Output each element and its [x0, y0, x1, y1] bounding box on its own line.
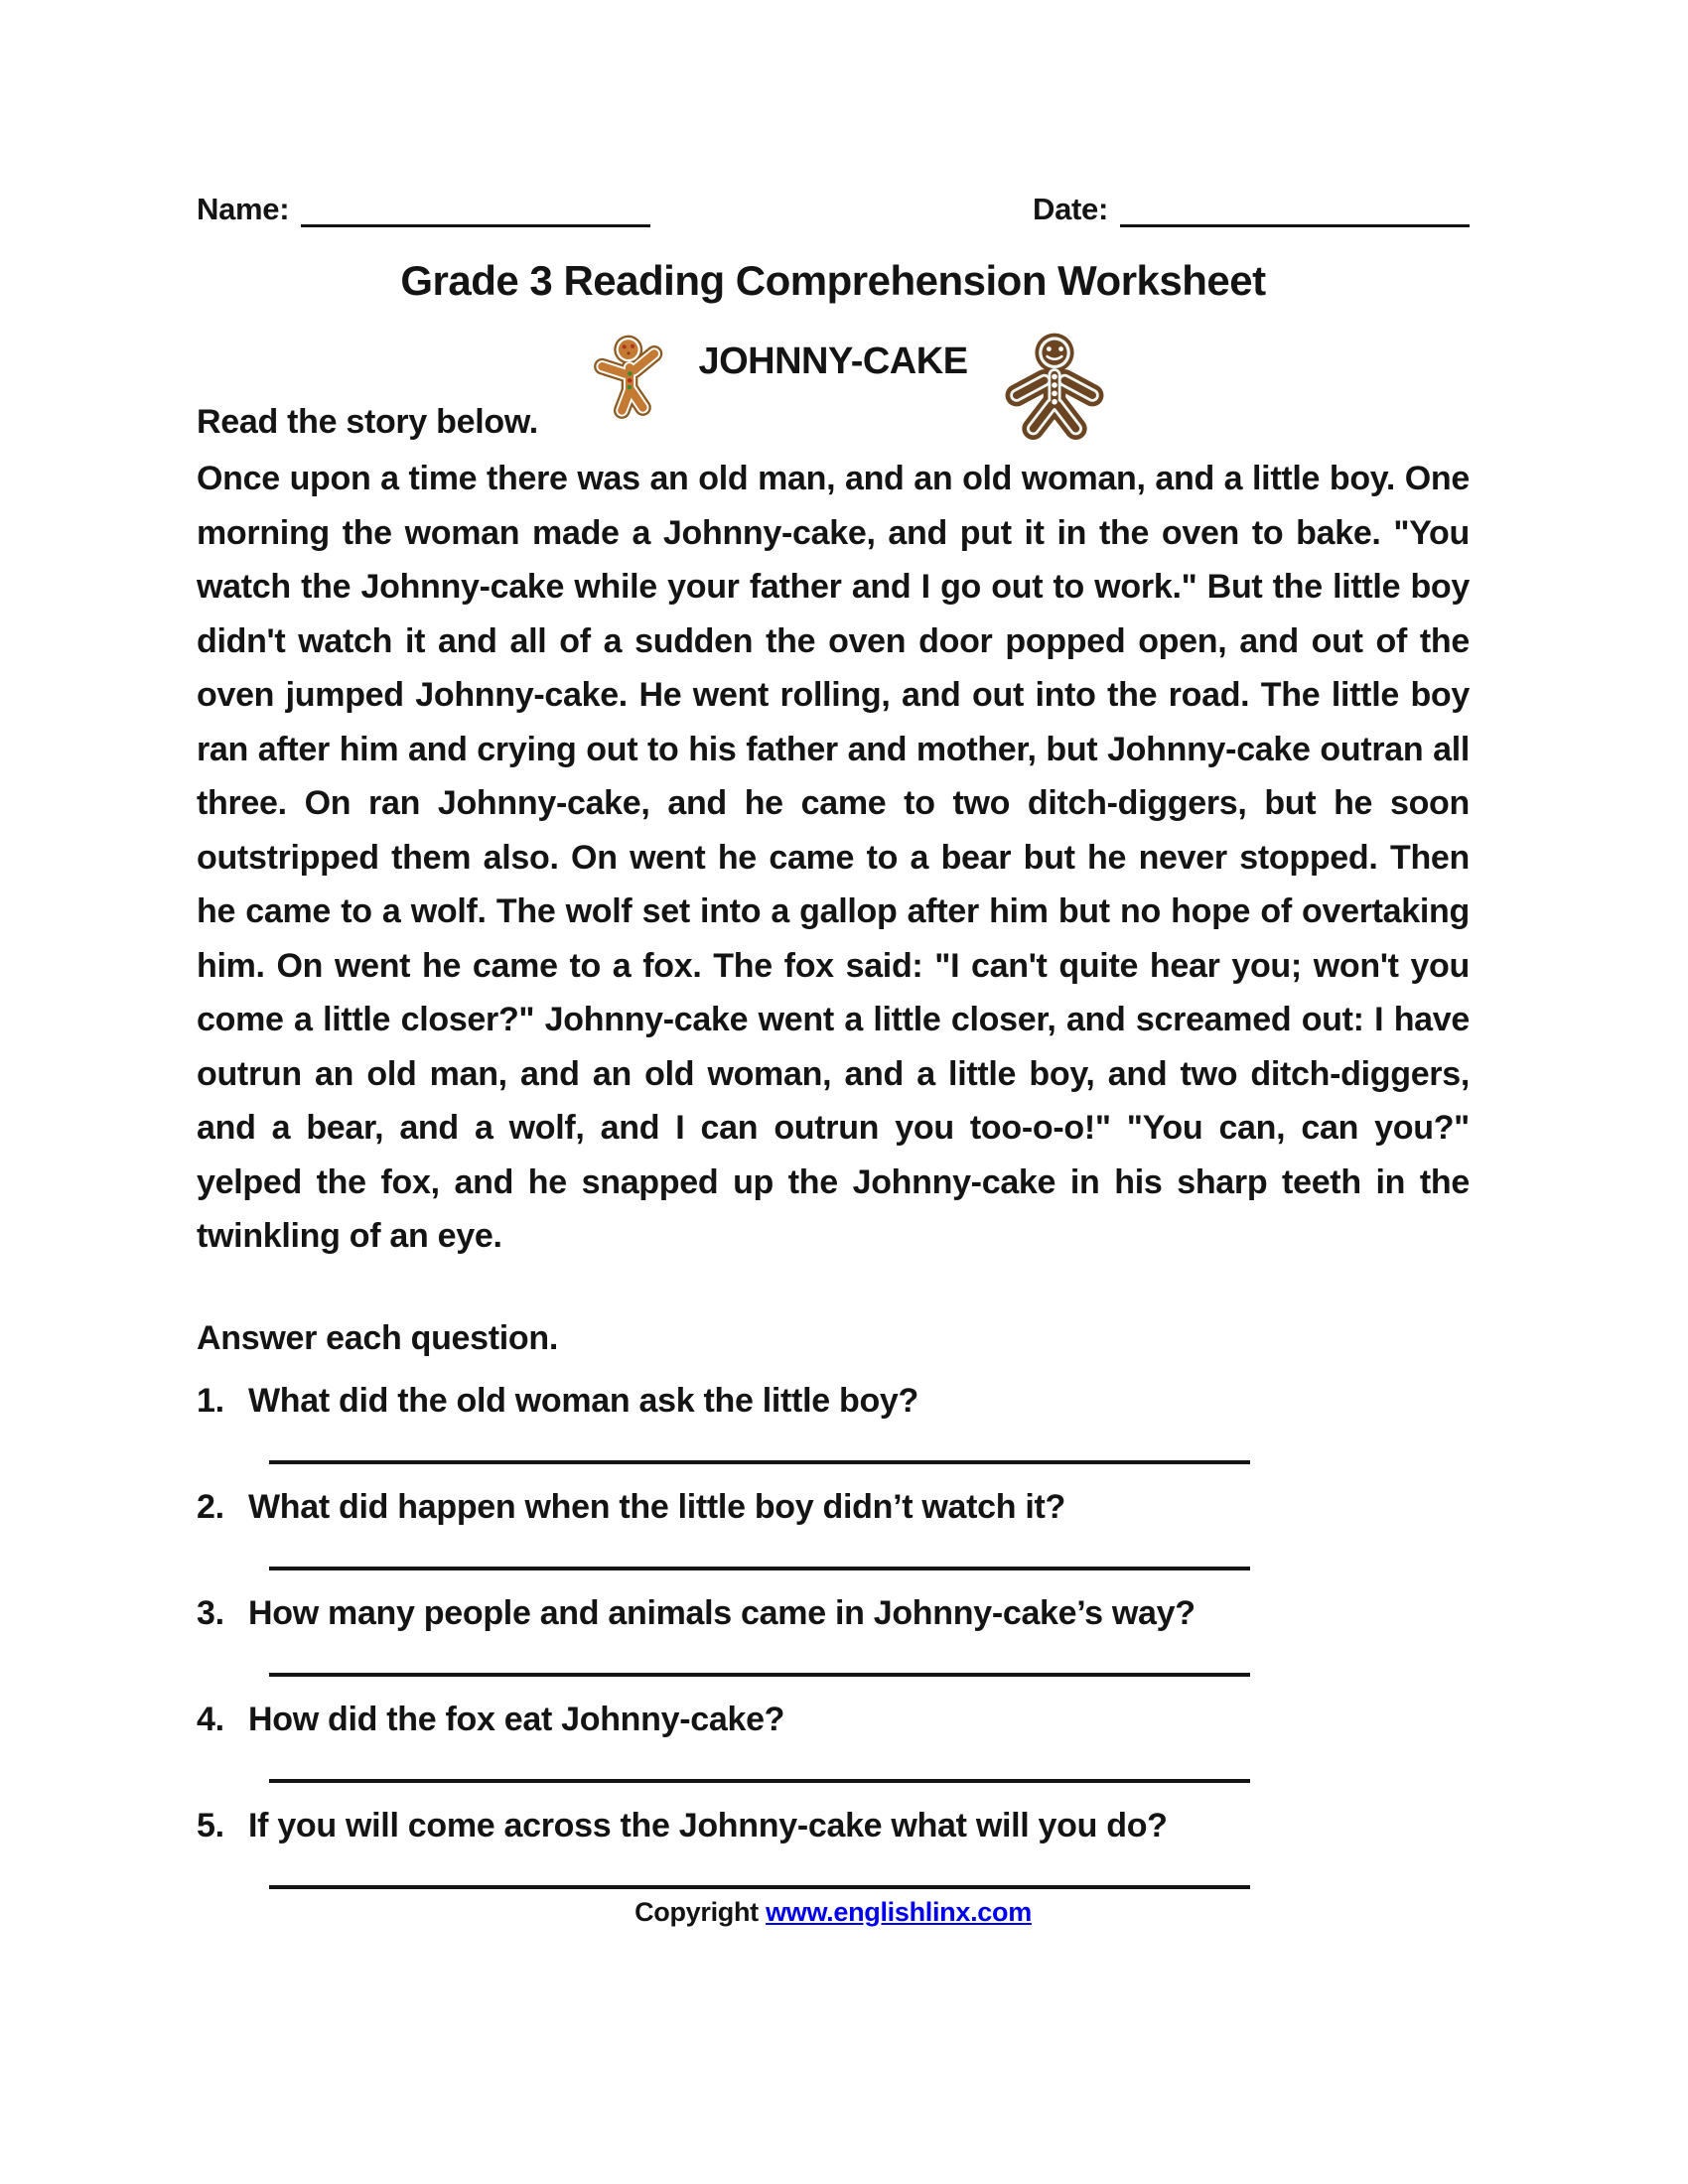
date-field-group [1033, 191, 1470, 227]
question-text: If you will come across the Johnny-cake what will you do? [248, 1806, 1168, 1844]
question-text: How many people and animals came in Johnny-cake’s way? [248, 1593, 1196, 1632]
name-blank-line [301, 191, 650, 227]
answer-heading: Answer each question. [197, 1318, 559, 1357]
question-number: 5. [197, 1806, 224, 1844]
question-number: 2. [197, 1487, 224, 1526]
gingerbread-right-icon [1003, 329, 1106, 440]
question-number: 3. [197, 1593, 224, 1632]
question-text: What did the old woman ask the little boy? [248, 1381, 918, 1420]
englishlinx-link[interactable]: www.englishlinx.com [766, 1896, 1032, 1927]
question-item [197, 1488, 1470, 1570]
name-date-row [197, 191, 1470, 227]
name-field-group [197, 191, 650, 227]
answer-blank-line [269, 1885, 1250, 1889]
story-title: JOHNNY-CAKE [698, 341, 968, 382]
story-header [197, 321, 1470, 442]
story-text: Once upon a time there was an old man, and an old woman, and a little boy. One morning the woman made a Johnny-cake, and put it in the oven to bake. "You watch the Johnny-cake while your father and I go out to work." But the little boy didn't watch it and all of a sudden the oven door popped open, and out of the oven jumped Johnny-cake. He went rolling, and out into the road. The little boy ran after him and crying out to his father and mother, but Johnny-cake outran all three. On ran Johnny-cake, and he came to two ditch-diggers, but he soon outstripped them also. On went he came to a bear but he never stopped. Then he came to a wolf. The wolf set into a gallop after him but no hope of overtaking him. On went he came to a fox. The fox said: "I can't quite hear you; won't you come a little closer?" Johnny-cake went a little closer, and screamed out: I have outrun an old man, and an old woman, and a little boy, and two ditch-diggers, and a bear, and a wolf, and I can outrun you too-o-o!" "You can, can you?" yelped the fox, and he snapped up the Johnny-cake in his sharp teeth in the twinkling of an eye. [197, 460, 1470, 1255]
answer-blank-line [269, 1673, 1250, 1677]
question-number: 4. [197, 1700, 224, 1738]
copyright-label: Copyright [634, 1896, 759, 1927]
answer-blank-line [269, 1779, 1250, 1783]
answer-blank-line [269, 1460, 1250, 1464]
question-list [197, 1382, 1470, 1889]
page-title: Grade 3 Reading Comprehension Worksheet [400, 257, 1266, 304]
question-text: What did happen when the little boy didn’t watch it? [248, 1487, 1066, 1526]
question-item [197, 1807, 1470, 1889]
answer-blank-line [269, 1567, 1250, 1570]
question-item [197, 1594, 1470, 1677]
date-blank-line [1120, 191, 1470, 227]
question-item [197, 1382, 1470, 1464]
name-label: Name: [197, 192, 290, 226]
question-text: How did the fox eat Johnny-cake? [248, 1700, 785, 1738]
footer [197, 1897, 1470, 1928]
read-instruction: Read the story below. [197, 403, 538, 441]
question-item [197, 1701, 1470, 1783]
gingerbread-left-icon [591, 325, 666, 426]
question-number: 1. [197, 1381, 224, 1420]
date-label: Date: [1032, 192, 1108, 226]
